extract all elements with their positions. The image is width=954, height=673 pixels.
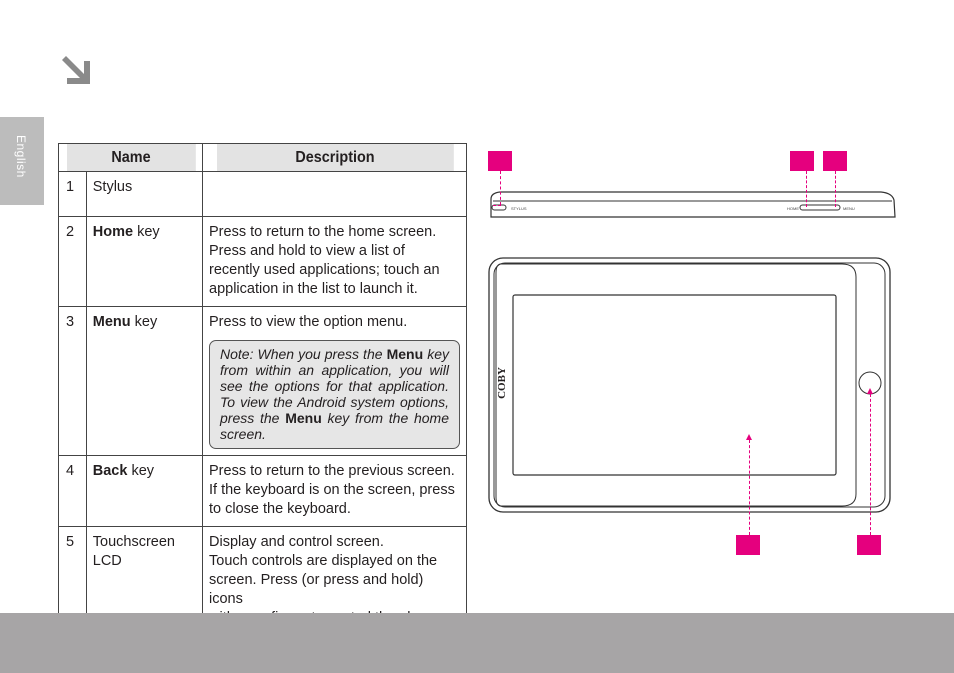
column-header-description: Description xyxy=(216,144,454,172)
callout-menu-key xyxy=(823,151,847,171)
leader-line xyxy=(500,171,501,205)
table-row xyxy=(59,456,467,527)
callout-home-key xyxy=(790,151,814,171)
column-header-name: Name xyxy=(66,144,196,172)
row-name: Stylus xyxy=(86,172,202,217)
table-row xyxy=(59,172,467,217)
footer-bar xyxy=(0,613,954,673)
row-name: Home key xyxy=(86,217,202,307)
callout-touchscreen xyxy=(736,535,760,555)
leader-line xyxy=(493,205,501,206)
row-name: Touchscreen LCD xyxy=(86,527,202,636)
arrow-down-right-icon xyxy=(58,52,94,88)
row-name: Menu key xyxy=(86,307,202,456)
row-number: 2 xyxy=(59,217,87,307)
leader-line xyxy=(870,394,871,535)
table-row xyxy=(59,307,467,456)
row-description: Press to return to the home screen. Press and hold to view a list of recently used applications; touch an application in the list to launch it. xyxy=(203,217,467,307)
brand-logo: COBY xyxy=(495,367,508,399)
row-description: Display and control screen. Touch controls are displayed on the screen. Press (or press and hold) icons xyxy=(203,527,467,636)
leader-line xyxy=(749,440,750,535)
stylus-slot-label: STYLUS xyxy=(511,206,527,211)
row-number: 4 xyxy=(59,456,87,527)
row-description: Press to view the option menu. Note: When you press the Menu key from within an application, you will see the options for that application. To view the Android system options, press the Menu key from the home screen. xyxy=(203,307,467,456)
note-box: Note: When you press the Menu key from within an application, you will see the options for that application. To view the Android system options, press the Menu key from the home screen. xyxy=(209,340,460,449)
leader-line xyxy=(806,171,807,207)
leader-line xyxy=(835,171,836,207)
row-name: Back key xyxy=(86,456,202,527)
menu-key-label: MENU xyxy=(843,206,855,211)
home-key-label: HOME xyxy=(787,206,799,211)
arrowhead-icon xyxy=(745,434,753,442)
callout-back-key xyxy=(857,535,881,555)
tablet-front-view xyxy=(488,257,892,515)
arrowhead-icon xyxy=(866,388,874,396)
row-description: Press to return to the previous screen. If the keyboard is on the screen, press to close the keyboard. xyxy=(203,456,467,527)
key-description-table xyxy=(58,143,467,636)
row-number: 1 xyxy=(59,172,87,217)
language-tab xyxy=(0,117,44,205)
table-row xyxy=(59,217,467,307)
row-number: 3 xyxy=(59,307,87,456)
row-number: 5 xyxy=(59,527,87,636)
language-tab-label: English xyxy=(14,135,28,178)
tablet-top-view xyxy=(488,190,898,220)
row-description xyxy=(203,172,467,217)
callout-stylus xyxy=(488,151,512,171)
